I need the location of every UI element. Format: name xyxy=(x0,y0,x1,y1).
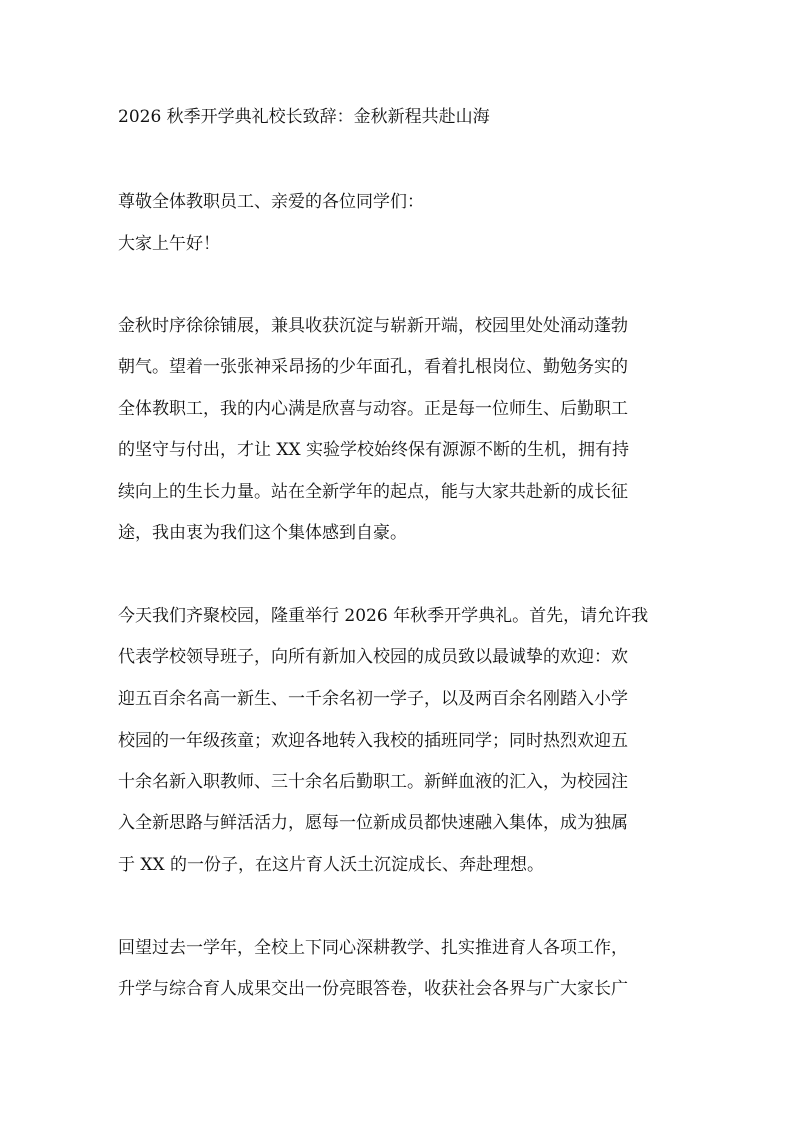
paragraph-line: 今天我们齐聚校园，隆重举行 2026 年秋季开学典礼。首先，请允许我 xyxy=(118,606,649,626)
paragraph-line: 入全新思路与鲜活活力，愿每一位新成员都快速融入集体，成为独属 xyxy=(118,813,628,833)
paragraph-line: 升学与综合育人成果交出一份亮眼答卷，收获社会各界与广大家长广 xyxy=(118,979,628,999)
paragraph-line: 代表学校领导班子，向所有新加入校园的成员致以最诚挚的欢迎：欢 xyxy=(118,647,628,667)
document-title: 2026 秋季开学典礼校长致辞：金秋新程共赴山海 xyxy=(118,107,490,127)
salutation: 尊敬全体教职员工、亲爱的各位同学们： xyxy=(118,192,424,212)
paragraph-line: 续向上的生长力量。站在全新学年的起点，能与大家共赴新的成长征 xyxy=(118,482,628,502)
paragraph-line: 金秋时序徐徐铺展，兼具收获沉淀与崭新开端，校园里处处涌动蓬勃 xyxy=(118,316,628,336)
paragraph-line: 于 XX 的一份子，在这片育人沃土沉淀成长、奔赴理想。 xyxy=(118,855,545,875)
paragraph-line: 的坚守与付出，才让 XX 实验学校始终保有源源不断的生机，拥有持 xyxy=(118,440,630,460)
paragraph-line: 全体教职工，我的内心满是欣喜与动容。正是每一位师生、后勤职工 xyxy=(118,399,628,419)
greeting: 大家上午好！ xyxy=(118,234,220,254)
paragraph-line: 迎五百余名高一新生、一千余名初一学子，以及两百余名刚踏入小学 xyxy=(118,689,628,709)
paragraph-line: 朝气。望着一张张神采昂扬的少年面孔，看着扎根岗位、勤勉务实的 xyxy=(118,357,628,377)
paragraph-line: 十余名新入职教师、三十余名后勤职工。新鲜血液的汇入，为校园注 xyxy=(118,772,628,792)
paragraph-line: 校园的一年级孩童；欢迎各地转入我校的插班同学；同时热烈欢迎五 xyxy=(118,731,628,751)
paragraph-line: 途，我由衷为我们这个集体感到自豪。 xyxy=(118,523,407,543)
paragraph-line: 回望过去一学年，全校上下同心深耕教学、扎实推进育人各项工作， xyxy=(118,938,628,958)
